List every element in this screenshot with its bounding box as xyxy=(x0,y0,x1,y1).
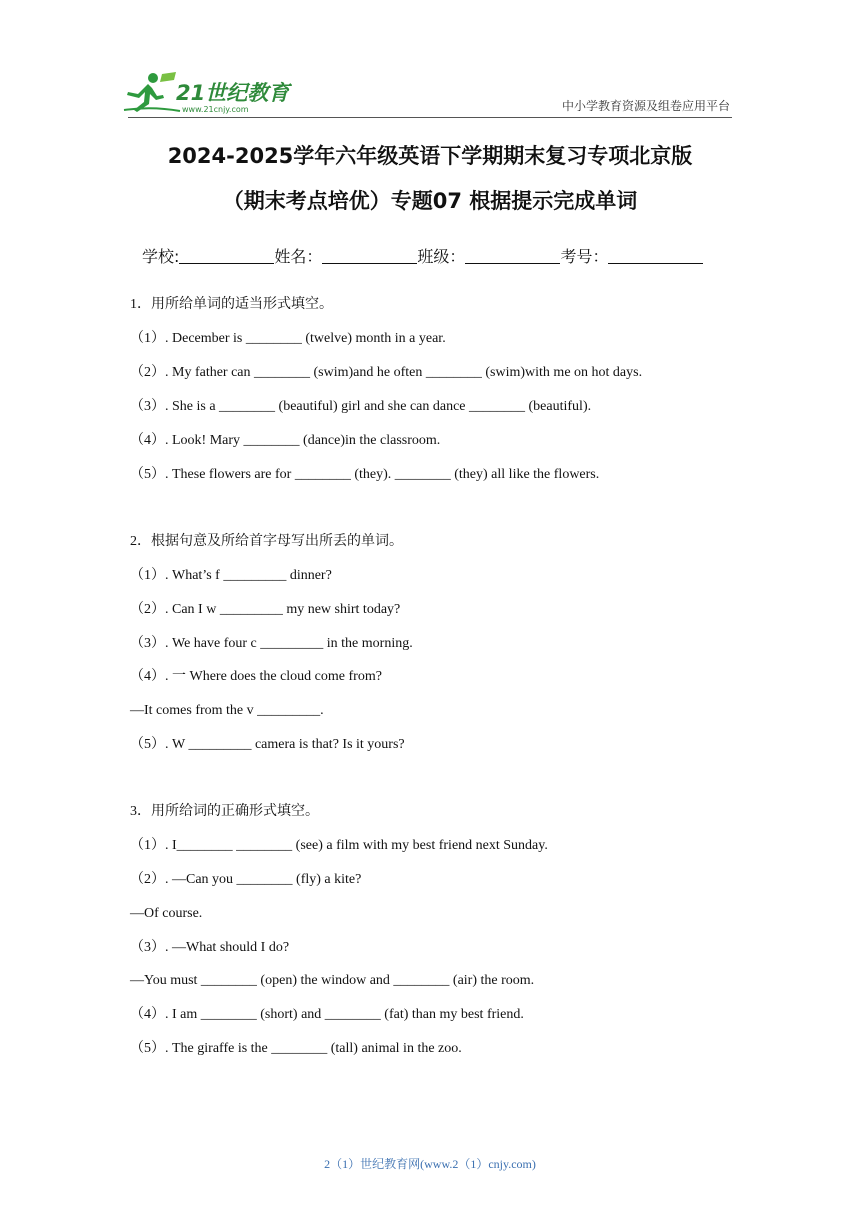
name-blank[interactable] xyxy=(322,247,417,264)
school-blank[interactable] xyxy=(179,247,274,264)
class-label: 班级： xyxy=(417,247,466,266)
question-item: （3）. We have four c _________ in the morning. xyxy=(130,636,413,651)
exam-number-label: 考号： xyxy=(560,247,609,266)
logo-text: 21世纪教育 xyxy=(176,81,290,105)
section-3-heading: 3．用所给词的正确形式填空。 xyxy=(130,804,319,819)
question-item: （3）. —What should I do? xyxy=(130,940,290,955)
runner-icon xyxy=(124,72,180,112)
logo-url: www.21cnjy.com xyxy=(182,105,249,114)
site-logo xyxy=(122,70,292,116)
question-item: —It comes from the v _________. xyxy=(130,703,324,718)
question-item: （5）. These flowers are for ________ (they). ________ (they) all like the flowers. xyxy=(130,467,600,482)
question-item: （5）. W _________ camera is that? Is it yours? xyxy=(130,737,405,752)
page-footer: 2（1）世纪教育网(www.2（1）cnjy.com) xyxy=(324,1157,536,1171)
page-subtitle: （期末考点培优）专题07 根据提示完成单词 xyxy=(222,189,638,213)
page-title: 2024-2025学年六年级英语下学期期末复习专项北京版 xyxy=(167,144,693,168)
question-item: （4）. I am ________ (short) and ________ (fat) than my best friend. xyxy=(130,1007,524,1022)
question-item: （2）. Can I w _________ my new shirt today? xyxy=(130,602,401,617)
header-divider xyxy=(128,117,732,118)
section-1-heading: 1．用所给单词的适当形式填空。 xyxy=(130,297,333,312)
student-info-fields xyxy=(142,244,703,267)
question-item: （5）. The giraffe is the ________ (tall) animal in the zoo. xyxy=(130,1041,462,1056)
question-item: （4）. Look! Mary ________ (dance)in the classroom. xyxy=(130,433,441,448)
question-item: （4）. 一 Where does the cloud come from? xyxy=(130,669,382,684)
question-item: （3）. She is a ________ (beautiful) girl and she can dance ________ (beautiful). xyxy=(130,399,592,414)
question-item: （1）. I________ ________ (see) a film with my best friend next Sunday. xyxy=(130,838,548,853)
exam-number-blank[interactable] xyxy=(608,247,703,264)
class-blank[interactable] xyxy=(465,247,560,264)
name-label: 姓名： xyxy=(274,247,323,266)
question-item: （2）. —Can you ________ (fly) a kite? xyxy=(130,872,362,887)
question-item: —Of course. xyxy=(130,906,203,921)
header-tagline: 中小学教育资源及组卷应用平台 xyxy=(561,99,730,113)
section-2-heading: 2．根据句意及所给首字母写出所丢的单词。 xyxy=(130,534,403,549)
question-item: （1）. December is ________ (twelve) month in a year. xyxy=(130,331,446,346)
question-item: —You must ________ (open) the window and ________ (air) the room. xyxy=(130,973,535,988)
question-item: （2）. My father can ________ (swim)and he often ________ (swim)with me on hot days. xyxy=(130,365,643,380)
question-item: （1）. What’s f _________ dinner? xyxy=(130,568,332,583)
school-label: 学校: xyxy=(142,247,180,266)
